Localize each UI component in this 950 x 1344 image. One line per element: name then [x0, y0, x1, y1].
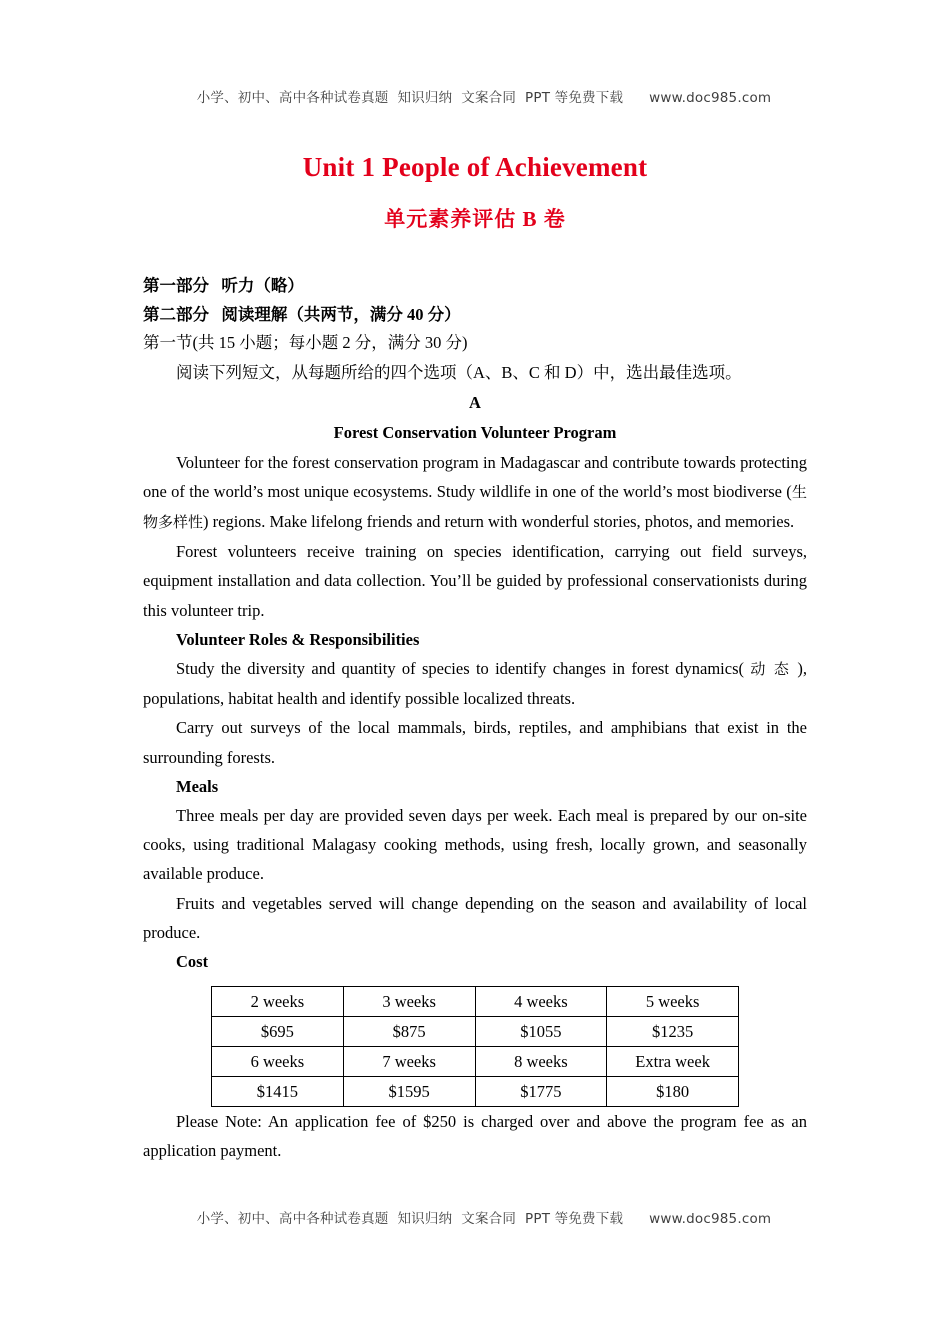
roles-paragraph-2: Carry out surveys of the local mammals, birds, reptiles, and amphibians that exist in the surrounding forests.: [143, 718, 807, 767]
document-body: [143, 272, 807, 1166]
passage-paragraph-1: Volunteer for the forest conservation program in Madagascar and contribute towards protecting one of the world’s most unique ecosystems. Study wildlife in one of the world’s most biodiverse (生物多样性) regions. Make lifelong friends and return with wonderful stories, photos, and memories.: [143, 452, 807, 531]
table-cell: $180: [607, 1077, 739, 1107]
table-cell: 6 weeks: [212, 1047, 344, 1077]
table-cell: Extra week: [607, 1047, 739, 1077]
passage-paragraph-2: Forest volunteers receive training on species identification, carrying out field surveys, equipment installation and data collection. You’ll be guided by professional conservationists during this volunteer trip.: [143, 542, 807, 620]
running-header-url: www.doc985.com: [649, 90, 772, 106]
exam-part-two: 第二部分 阅读理解（共两节，满分 40 分）: [143, 304, 461, 324]
table-row: [212, 1017, 739, 1047]
meals-paragraph-2: Fruits and vegetables served will change depending on the season and availability of local produce.: [143, 893, 807, 942]
cost-table: [211, 986, 739, 1107]
running-header-promo: 小学、初中、高中各种试卷真题 知识归纳 文案合同 PPT 等免费下载: [196, 90, 624, 106]
table-cell: $1055: [475, 1017, 607, 1047]
table-cell: $1235: [607, 1017, 739, 1047]
table-cell: 5 weeks: [607, 987, 739, 1017]
exam-part-one: 第一部分 听力（略）: [143, 276, 304, 295]
table-cell: $1595: [343, 1077, 475, 1107]
cost-heading: Cost: [176, 951, 209, 971]
table-cell: $1415: [212, 1077, 344, 1107]
running-footer-url: www.doc985.com: [649, 1211, 772, 1227]
table-cell: 3 weeks: [343, 987, 475, 1017]
table-cell: $1775: [475, 1077, 607, 1107]
exam-instruction: 阅读下列短文，从每题所给的四个选项（A、B、C 和 D）中，选出最佳选项。: [176, 362, 742, 382]
roles-paragraph-1: Study the diversity and quantity of species to identify changes in forest dynamics( 动 态 ), populations, habitat health and identify possible localized threats.: [143, 658, 807, 709]
roles-heading: Volunteer Roles & Responsibilities: [176, 629, 420, 649]
document-subtitle: 单元素养评估 B 卷: [384, 207, 566, 231]
table-cell: 4 weeks: [475, 987, 607, 1017]
running-footer-promo: 小学、初中、高中各种试卷真题 知识归纳 文案合同 PPT 等免费下载: [196, 1211, 624, 1227]
chinese-gloss: 生物多样性: [143, 482, 807, 531]
meals-heading: Meals: [176, 776, 219, 796]
table-row: [212, 1077, 739, 1107]
table-row: [212, 987, 739, 1017]
passage-letter: A: [469, 392, 481, 412]
running-header: [0, 70, 950, 122]
table-row: [212, 1047, 739, 1077]
table-cell: $695: [212, 1017, 344, 1047]
table-cell: 7 weeks: [343, 1047, 475, 1077]
table-cell: 8 weeks: [475, 1047, 607, 1077]
document-title: Unit 1 People of Achievement: [302, 152, 648, 182]
cost-table-body: [212, 987, 739, 1107]
passage-title: Forest Conservation Volunteer Program: [333, 422, 617, 442]
chinese-gloss: 态: [773, 659, 792, 678]
meals-paragraph-1: Three meals per day are provided seven days per week. Each meal is prepared by our on-site cooks, using traditional Malagasy cooking methods, using fresh, locally grown, and seasonally available produce.: [143, 805, 807, 884]
exam-section-one: 第一节(共 15 小题；每小题 2 分，满分 30 分): [143, 333, 468, 352]
application-note: Please Note: An application fee of $250 is charged over and above the program fee as an application payment.: [143, 1112, 807, 1161]
running-footer: [0, 1191, 950, 1243]
chinese-gloss: 动: [750, 659, 768, 678]
table-cell: 2 weeks: [212, 987, 344, 1017]
cost-table-wrapper: [143, 986, 807, 1107]
table-cell: $875: [343, 1017, 475, 1047]
